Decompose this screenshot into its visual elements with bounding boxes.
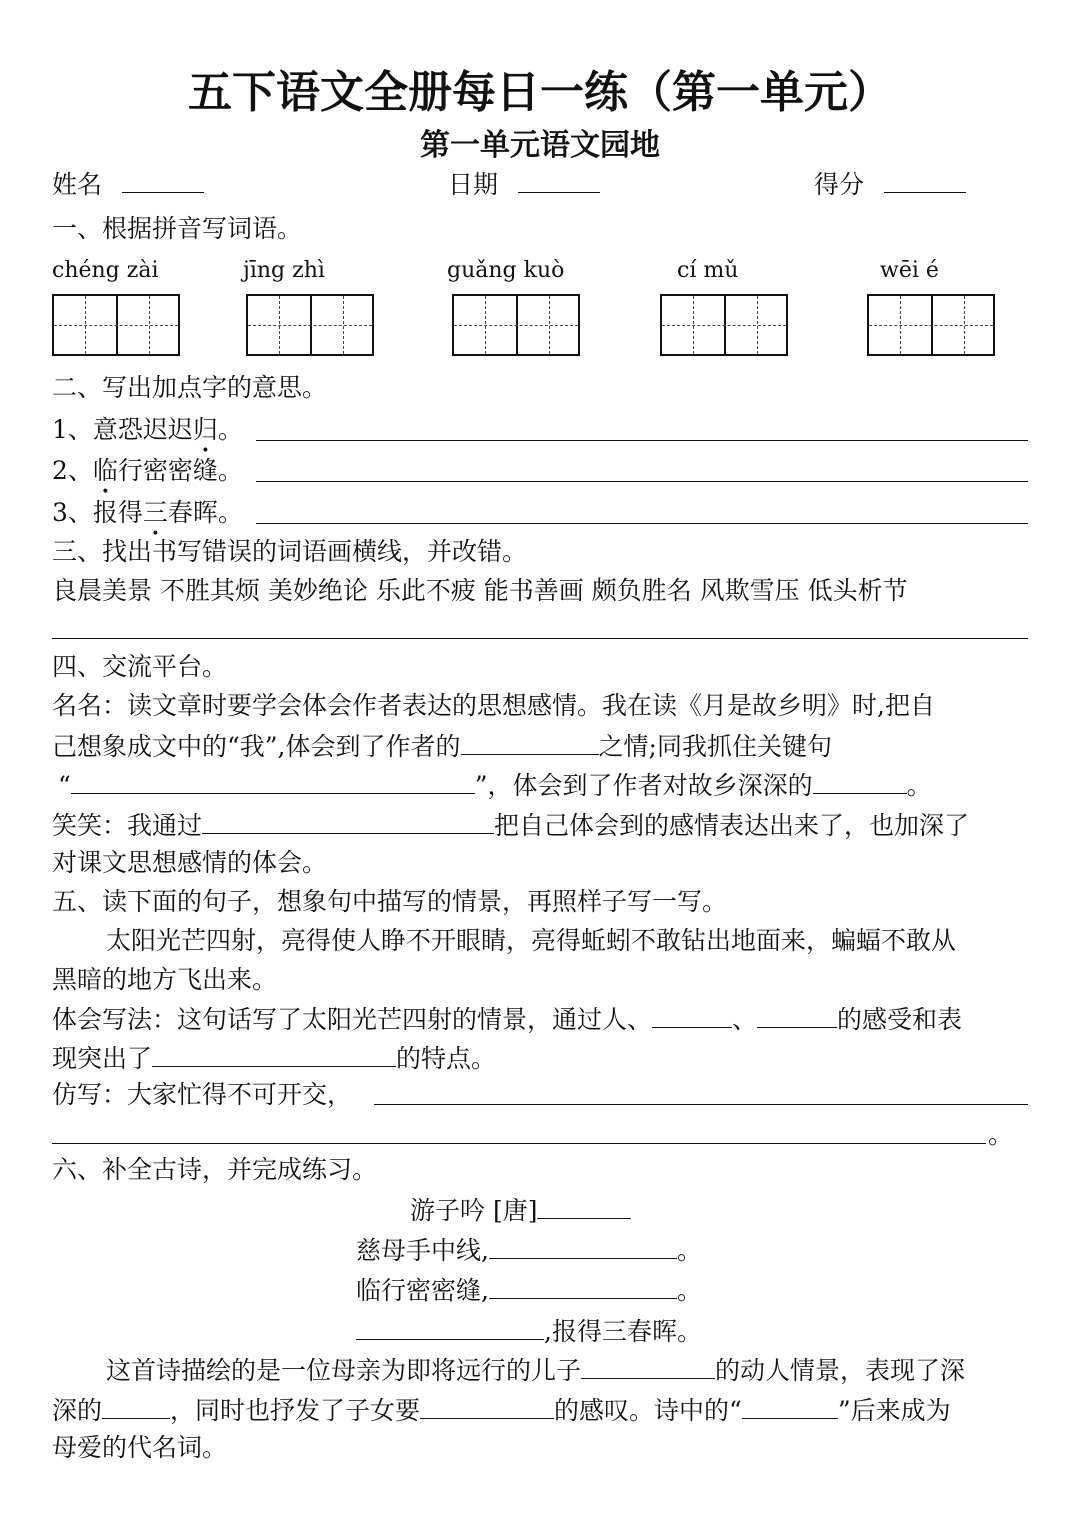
date-blank[interactable] [518, 166, 600, 193]
q4-line-3-text: ”，体会到了作者对故乡深深的 [474, 771, 813, 800]
q4-line-5: 对课文思想感情的体会。 [52, 848, 328, 877]
pinyin-4: cí mǔ [677, 258, 739, 283]
poem-line-1-end: 。 [676, 1236, 702, 1265]
q6-b2: ，同时也抒发了子女要 [170, 1396, 421, 1425]
q2-heading: 二、写出加点字的意思。 [52, 373, 328, 402]
dotted-char: 归 [192, 415, 218, 444]
poem-line-3-text: ,报得三春晖。 [544, 1317, 702, 1346]
poem-line-2 [356, 1272, 702, 1308]
q2-item-2-text: 行密密缝。 [117, 456, 243, 485]
q2-item-3 [52, 496, 243, 530]
page-title: 五下语文全册每日一练（第一单元） [188, 67, 892, 118]
blank-son[interactable] [581, 1352, 715, 1379]
pinyin-3: guǎng kuò [447, 258, 565, 283]
q5-sentence-1: 太阳光芒四射，亮得使人睁不开眼睛，亮得蚯蚓不敢钻出地面来，蝙蝠不敢从 [106, 926, 957, 955]
q6-analysis-line-1 [106, 1352, 965, 1388]
page-subtitle: 第一单元语文园地 [420, 128, 660, 163]
q5-sentence-2: 黑暗的地方飞出来。 [52, 965, 278, 994]
q6-analysis-line-3: 母爱的代名词。 [52, 1433, 228, 1462]
q2-item-2 [52, 454, 243, 488]
q4-line-4-text: 笑笑：我通过 [52, 811, 203, 840]
q5-writing-end: 的感受和表 [837, 1005, 963, 1034]
q5-imitate-label: 仿写：大家忙得不可开交， [52, 1080, 353, 1109]
poem-line-1-text: 慈母手中线, [356, 1236, 489, 1265]
answer-line-q2-1[interactable] [256, 440, 1028, 441]
poem-line-3 [356, 1313, 702, 1349]
blank-love[interactable] [102, 1392, 170, 1419]
q5-writing-line-2 [52, 1040, 496, 1076]
writing-grid-1[interactable] [52, 294, 180, 356]
poem-line-1 [356, 1232, 702, 1268]
poem-line-2-end: 。 [676, 1276, 702, 1305]
open-quote: “ [58, 771, 71, 800]
answer-line-q2-2[interactable] [256, 481, 1028, 482]
q6-analysis-text: 这首诗描绘的是一位母亲为即将远行的儿子 [106, 1356, 582, 1385]
q4-line-3-end: 。 [906, 771, 932, 800]
q4-heading: 四、交流平台。 [52, 652, 228, 681]
pinyin-5: wēi é [880, 258, 939, 283]
pinyin-2: jīng zhì [243, 258, 325, 283]
score-blank[interactable] [884, 166, 966, 193]
q5-heading: 五、读下面的句子，想象句中描写的情景，再照样子写一写。 [52, 887, 728, 916]
blank-feature[interactable] [152, 1040, 396, 1067]
q4-line-2-text: 己想象成文中的“我”,体会到了作者的 [52, 732, 461, 761]
score-label: 得分 [814, 170, 865, 199]
date-field [448, 166, 600, 202]
blank-key-sentence[interactable] [71, 767, 475, 794]
q3-word-list[interactable]: 良晨美景 不胜其烦 美妙绝论 乐此不疲 能书善画 颇负胜名 风欺雪压 低头析节 [52, 576, 908, 605]
blank-hometown-feeling[interactable] [813, 767, 907, 794]
blank-method[interactable] [202, 807, 494, 834]
q2-item-2-num: 2、 [52, 456, 93, 485]
answer-line-q2-3[interactable] [256, 523, 1028, 524]
q2-item-3-text: 3、报得 [52, 498, 143, 527]
poem-line-2-text: 临行密密缝, [356, 1276, 489, 1305]
q6-b1: 深的 [52, 1396, 103, 1425]
q4-line-1: 名名：读文章时要学会体会作者表达的思想感情。我在读《月是故乡明》时,把自 [52, 691, 935, 720]
q6-b3: 的感叹。诗中的“ [554, 1396, 742, 1425]
writing-grid-3[interactable] [452, 294, 580, 356]
blank-poet[interactable] [537, 1192, 631, 1219]
writing-grid-2[interactable] [246, 294, 374, 356]
blank-feeling[interactable] [461, 728, 599, 755]
dotted-char: 三 [142, 498, 168, 527]
date-label: 日期 [448, 170, 499, 199]
q3-heading: 三、找出书写错误的词语画横线，并改错。 [52, 537, 528, 566]
q6-analysis-line-2 [52, 1392, 951, 1428]
blank-poem-1[interactable] [489, 1232, 677, 1259]
q4-line-4-end: 把自己体会到的感情表达出来了，也加深了 [494, 811, 970, 840]
pinyin-1: chéng zài [52, 258, 159, 283]
writing-grid-4[interactable] [660, 294, 788, 356]
blank-poem-2[interactable] [489, 1272, 677, 1299]
name-label: 姓名 [52, 170, 103, 199]
imitate-end: 。 [988, 1120, 1014, 1149]
blank-animal-1[interactable] [652, 1001, 732, 1028]
q6-heading: 六、补全古诗，并完成练习。 [52, 1155, 378, 1184]
q5-writing-2-end: 的特点。 [396, 1044, 497, 1073]
poem-title-text: 游子吟 [唐] [410, 1196, 538, 1225]
q6-analysis-end: 的动人情景，表现了深 [715, 1356, 966, 1385]
q1-heading: 一、根据拼音写词语。 [52, 214, 303, 243]
q4-line-4 [52, 807, 969, 843]
q2-item-1 [52, 413, 243, 447]
poem-title [410, 1192, 631, 1228]
blank-poem-3[interactable] [356, 1313, 544, 1340]
name-field [52, 166, 204, 202]
q5-writing-2-text: 现突出了 [52, 1044, 153, 1073]
writing-grid-5[interactable] [867, 294, 995, 356]
q6-b4: ”后来成为 [837, 1396, 951, 1425]
q4-line-2 [52, 728, 832, 764]
q5-writing-text: 体会写法：这句话写了太阳光芒四射的情景，通过人、 [52, 1005, 653, 1034]
answer-line-q3[interactable] [52, 638, 1028, 639]
blank-symbol[interactable] [742, 1392, 838, 1419]
q2-item-1-text: 1、意恐迟迟 [52, 415, 193, 444]
answer-line-imitate-2[interactable] [52, 1143, 986, 1144]
comma: 、 [732, 1005, 758, 1034]
blank-repay[interactable] [420, 1392, 554, 1419]
dotted-char: 临 [92, 456, 118, 485]
q2-item-3-end: 春晖。 [167, 498, 243, 527]
q4-line-2-end: 之情;同我抓住关键句 [598, 732, 832, 761]
name-blank[interactable] [122, 166, 204, 193]
score-field [814, 166, 966, 202]
q5-writing-line-1 [52, 1001, 962, 1037]
q4-line-3 [58, 767, 932, 803]
answer-line-imitate-1[interactable] [374, 1104, 1028, 1105]
q2-item-1-end: 。 [217, 415, 243, 444]
blank-animal-2[interactable] [757, 1001, 837, 1028]
